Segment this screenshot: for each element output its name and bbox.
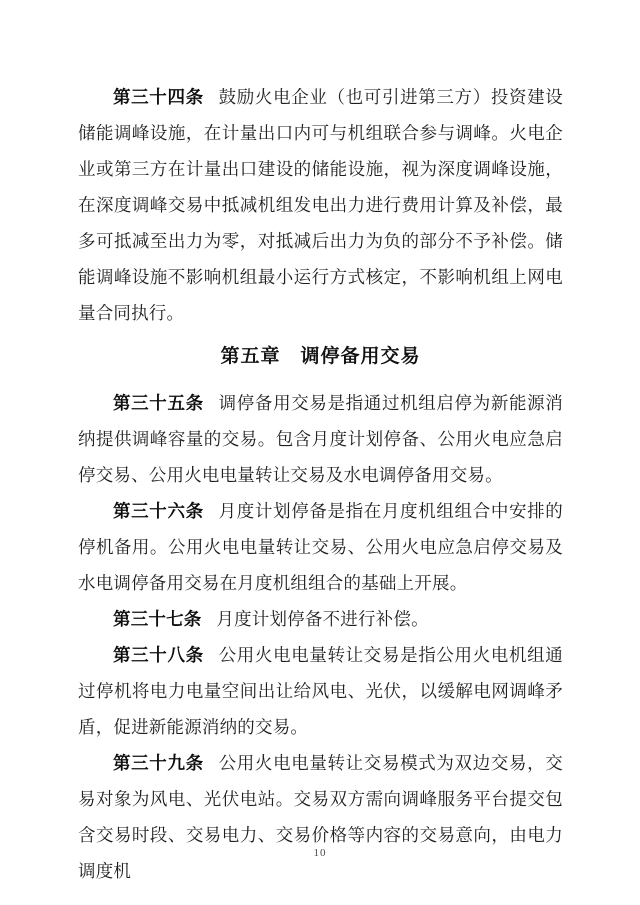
article-35-text: 调停备用交易是指通过机组启停为新能源消纳提供调峰容量的交易。包含月度计划停备、公用火电应急启停交易、公用火电电量转让交易及水电调停备用交易。 xyxy=(78,393,563,485)
article-38-number: 第三十八条 xyxy=(113,645,204,665)
article-paragraph-34 xyxy=(78,79,563,331)
article-37-text: 月度计划停备不进行补偿。 xyxy=(216,609,429,629)
article-paragraph-35 xyxy=(78,385,563,493)
article-34-text: 鼓励火电企业（也可引进第三方）投资建设储能调峰设施，在计量出口内可与机组联合参与调峰。火电企业或第三方在计量出口建设的储能设施，视为深度调峰设施，在深度调峰交易中抵减机组发电出力进行费用计算及补偿，最多可抵减至出力为零，对抵减后出力为负的部分不予补偿。储能调峰设施不影响机组最小运行方式核定，不影响机组上网电量合同执行。 xyxy=(78,87,563,323)
article-paragraph-39 xyxy=(78,745,563,889)
article-38-text: 公用火电电量转让交易是指公用火电机组通过停机将电力电量空间出让给风电、光伏，以缓解电网调峰矛盾，促进新能源消纳的交易。 xyxy=(78,645,563,737)
article-paragraph-37 xyxy=(78,601,563,637)
article-39-text: 公用火电电量转让交易模式为双边交易，交易对象为风电、光伏电站。交易双方需向调峰服务平台提交包含交易时段、交易电力、交易价格等内容的交易意向，由电力调度机 xyxy=(78,753,563,881)
article-34-number: 第三十四条 xyxy=(113,87,204,107)
article-36-number: 第三十六条 xyxy=(113,501,204,521)
article-paragraph-38 xyxy=(78,637,563,745)
article-37-number: 第三十七条 xyxy=(113,609,202,629)
article-35-number: 第三十五条 xyxy=(113,393,204,413)
article-36-text: 月度计划停备是指在月度机组组合中安排的停机备用。公用火电电量转让交易、公用火电应急启停交易及水电调停备用交易在月度机组组合的基础上开展。 xyxy=(78,501,563,593)
article-paragraph-36 xyxy=(78,493,563,601)
page-number: 10 xyxy=(313,847,327,859)
chapter-heading: 第五章 调停备用交易 xyxy=(220,346,421,367)
document-body xyxy=(78,0,563,889)
article-39-number: 第三十九条 xyxy=(113,753,204,773)
